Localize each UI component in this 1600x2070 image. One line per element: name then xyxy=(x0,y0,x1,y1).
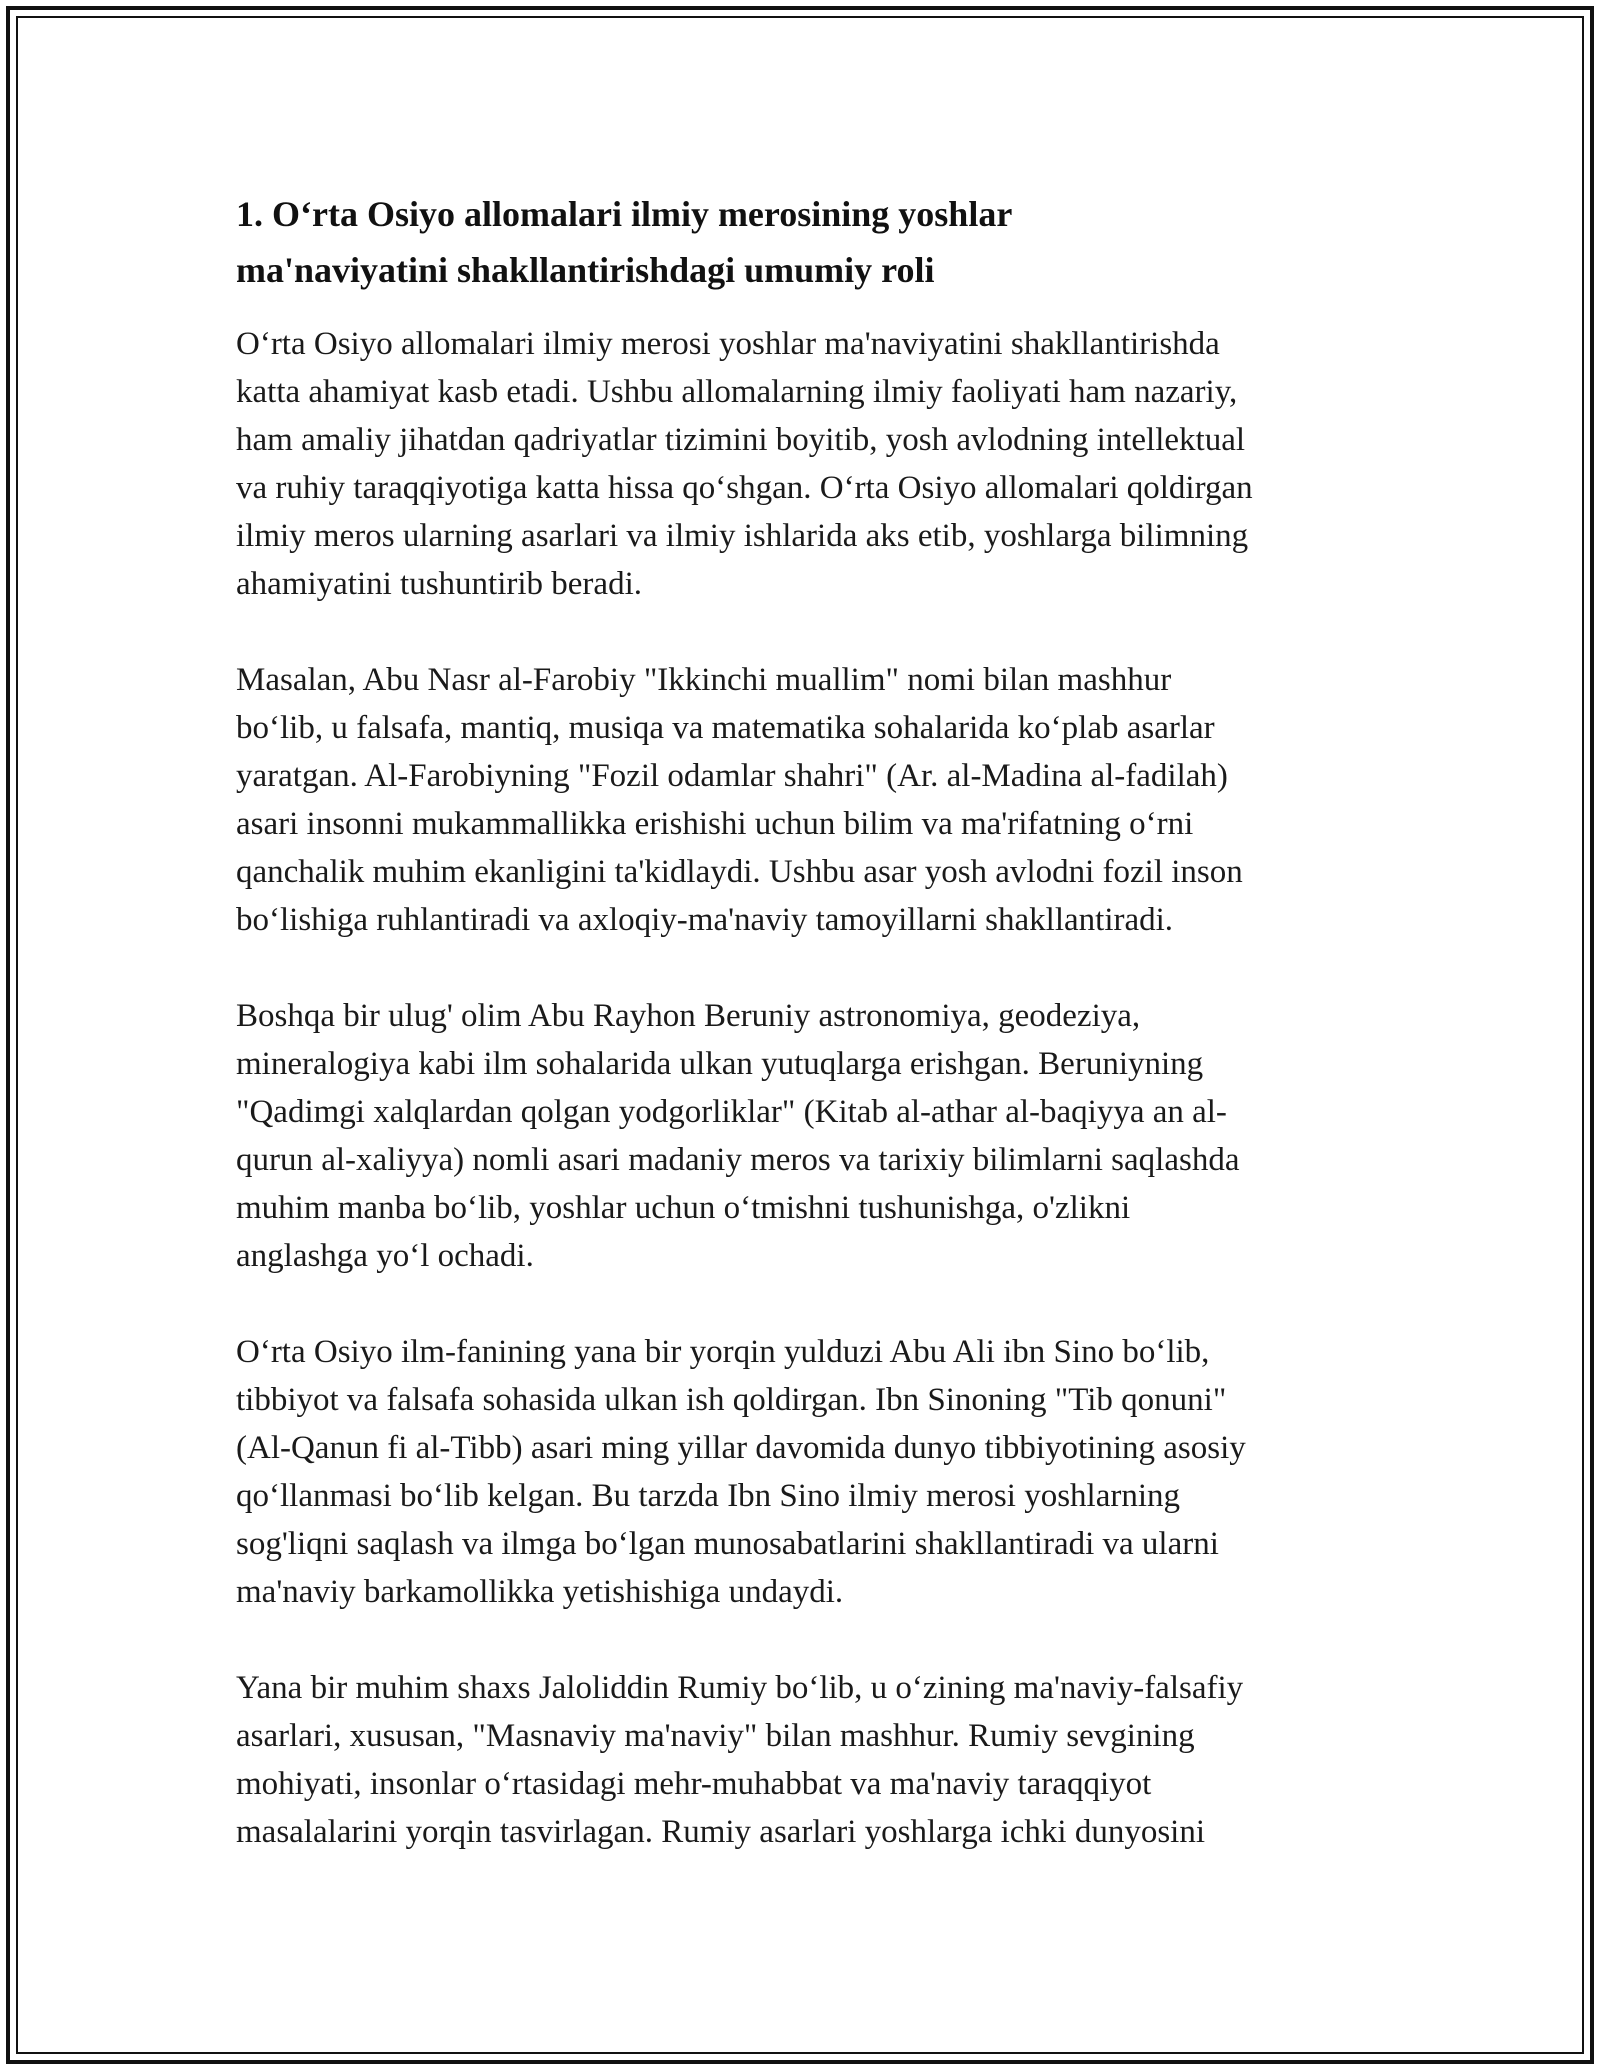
text-line: ahamiyatini tushuntirib beradi. xyxy=(236,566,642,602)
text-line: ham amaliy jihatdan qadriyatlar tizimini boyitib, yosh avlodning intellektual xyxy=(236,422,1246,458)
text-line: yaratgan. Al-Farobiyning "Fozil odamlar shahri" (Ar. al-Madina al-fadilah) xyxy=(236,758,1228,794)
text-line: qurun al-xaliyya) nomli asari madaniy meros va tarixiy bilimlarni saqlashda xyxy=(236,1142,1240,1178)
text-line: muhim manba bo‘lib, yoshlar uchun o‘tmishni tushunishga, o'zlikni xyxy=(236,1190,1131,1226)
text-line: sog'liqni saqlash va ilmga bo‘lgan munosabatlarini shakllantiradi va ularni xyxy=(236,1526,1219,1562)
text-line: qanchalik muhim ekanligini ta'kidlaydi. Ushbu asar yosh avlodni fozil inson xyxy=(236,854,1243,890)
text-line: qo‘llanmasi bo‘lib kelgan. Bu tarzda Ibn Sino ilmiy merosi yoshlarning xyxy=(236,1478,1181,1514)
text-line: Yana bir muhim shaxs Jaloliddin Rumiy bo‘lib, u o‘zining ma'naviy-falsafiy xyxy=(236,1670,1244,1706)
section-heading xyxy=(236,186,1366,298)
text-line: Boshqa bir ulug' olim Abu Rayhon Beruniy astronomiya, geodeziya, xyxy=(236,998,1141,1034)
paragraph-farobiy xyxy=(236,656,1366,944)
text-line: mohiyati, insonlar o‘rtasidagi mehr-muhabbat va ma'naviy taraqqiyot xyxy=(236,1766,1152,1802)
heading-line: ma'naviyatini shakllantirishdagi umumiy roli xyxy=(236,250,935,290)
text-line: anglashga yo‘l ochadi. xyxy=(236,1238,534,1274)
paragraph-rumiy xyxy=(236,1664,1366,1856)
paragraph-ibn-sino xyxy=(236,1328,1366,1616)
text-line: bo‘lishiga ruhlantiradi va axloqiy-ma'naviy tamoyillarni shakllantiradi. xyxy=(236,902,1174,938)
text-line: tibbiyot va falsafa sohasida ulkan ish qoldirgan. Ibn Sinoning "Tib qonuni" xyxy=(236,1382,1227,1418)
text-line: "Qadimgi xalqlardan qolgan yodgorliklar" (Kitab al-athar al-baqiyya an al- xyxy=(236,1094,1227,1130)
text-line: O‘rta Osiyo ilm-fanining yana bir yorqin yulduzi Abu Ali ibn Sino bo‘lib, xyxy=(236,1334,1210,1370)
text-line: katta ahamiyat kasb etadi. Ushbu allomalarning ilmiy faoliyati ham nazariy, xyxy=(236,374,1238,410)
text-line: ma'naviy barkamollikka yetishishiga undaydi. xyxy=(236,1574,844,1610)
text-line: ilmiy meros ularning asarlari va ilmiy ishlarida aks etib, yoshlarga bilimning xyxy=(236,518,1249,554)
text-line: va ruhiy taraqqiyotiga katta hissa qo‘shgan. O‘rta Osiyo allomalari qoldirgan xyxy=(236,470,1253,506)
text-line: asarlari, xususan, "Masnaviy ma'naviy" bilan mashhur. Rumiy sevgining xyxy=(236,1718,1195,1754)
heading-line: 1. O‘rta Osiyo allomalari ilmiy merosining yoshlar xyxy=(236,194,1013,234)
document-body xyxy=(236,186,1366,1904)
text-line: Masalan, Abu Nasr al-Farobiy "Ikkinchi muallim" nomi bilan mashhur xyxy=(236,662,1172,698)
text-line: masalalarini yorqin tasvirlagan. Rumiy asarlari yoshlarga ichki dunyosini xyxy=(236,1814,1206,1850)
paragraph-intro xyxy=(236,320,1366,608)
text-line: (Al-Qanun fi al-Tibb) asari ming yillar davomida dunyo tibbiyotining asosiy xyxy=(236,1430,1246,1466)
text-line: O‘rta Osiyo allomalari ilmiy merosi yoshlar ma'naviyatini shakllantirishda xyxy=(236,326,1220,362)
text-line: mineralogiya kabi ilm sohalarida ulkan yutuqlarga erishgan. Beruniyning xyxy=(236,1046,1204,1082)
text-line: bo‘lib, u falsafa, mantiq, musiqa va matematika sohalarida ko‘plab asarlar xyxy=(236,710,1215,746)
text-line: asari insonni mukammallikka erishishi uchun bilim va ma'rifatning o‘rni xyxy=(236,806,1194,842)
paragraph-beruniy xyxy=(236,992,1366,1280)
